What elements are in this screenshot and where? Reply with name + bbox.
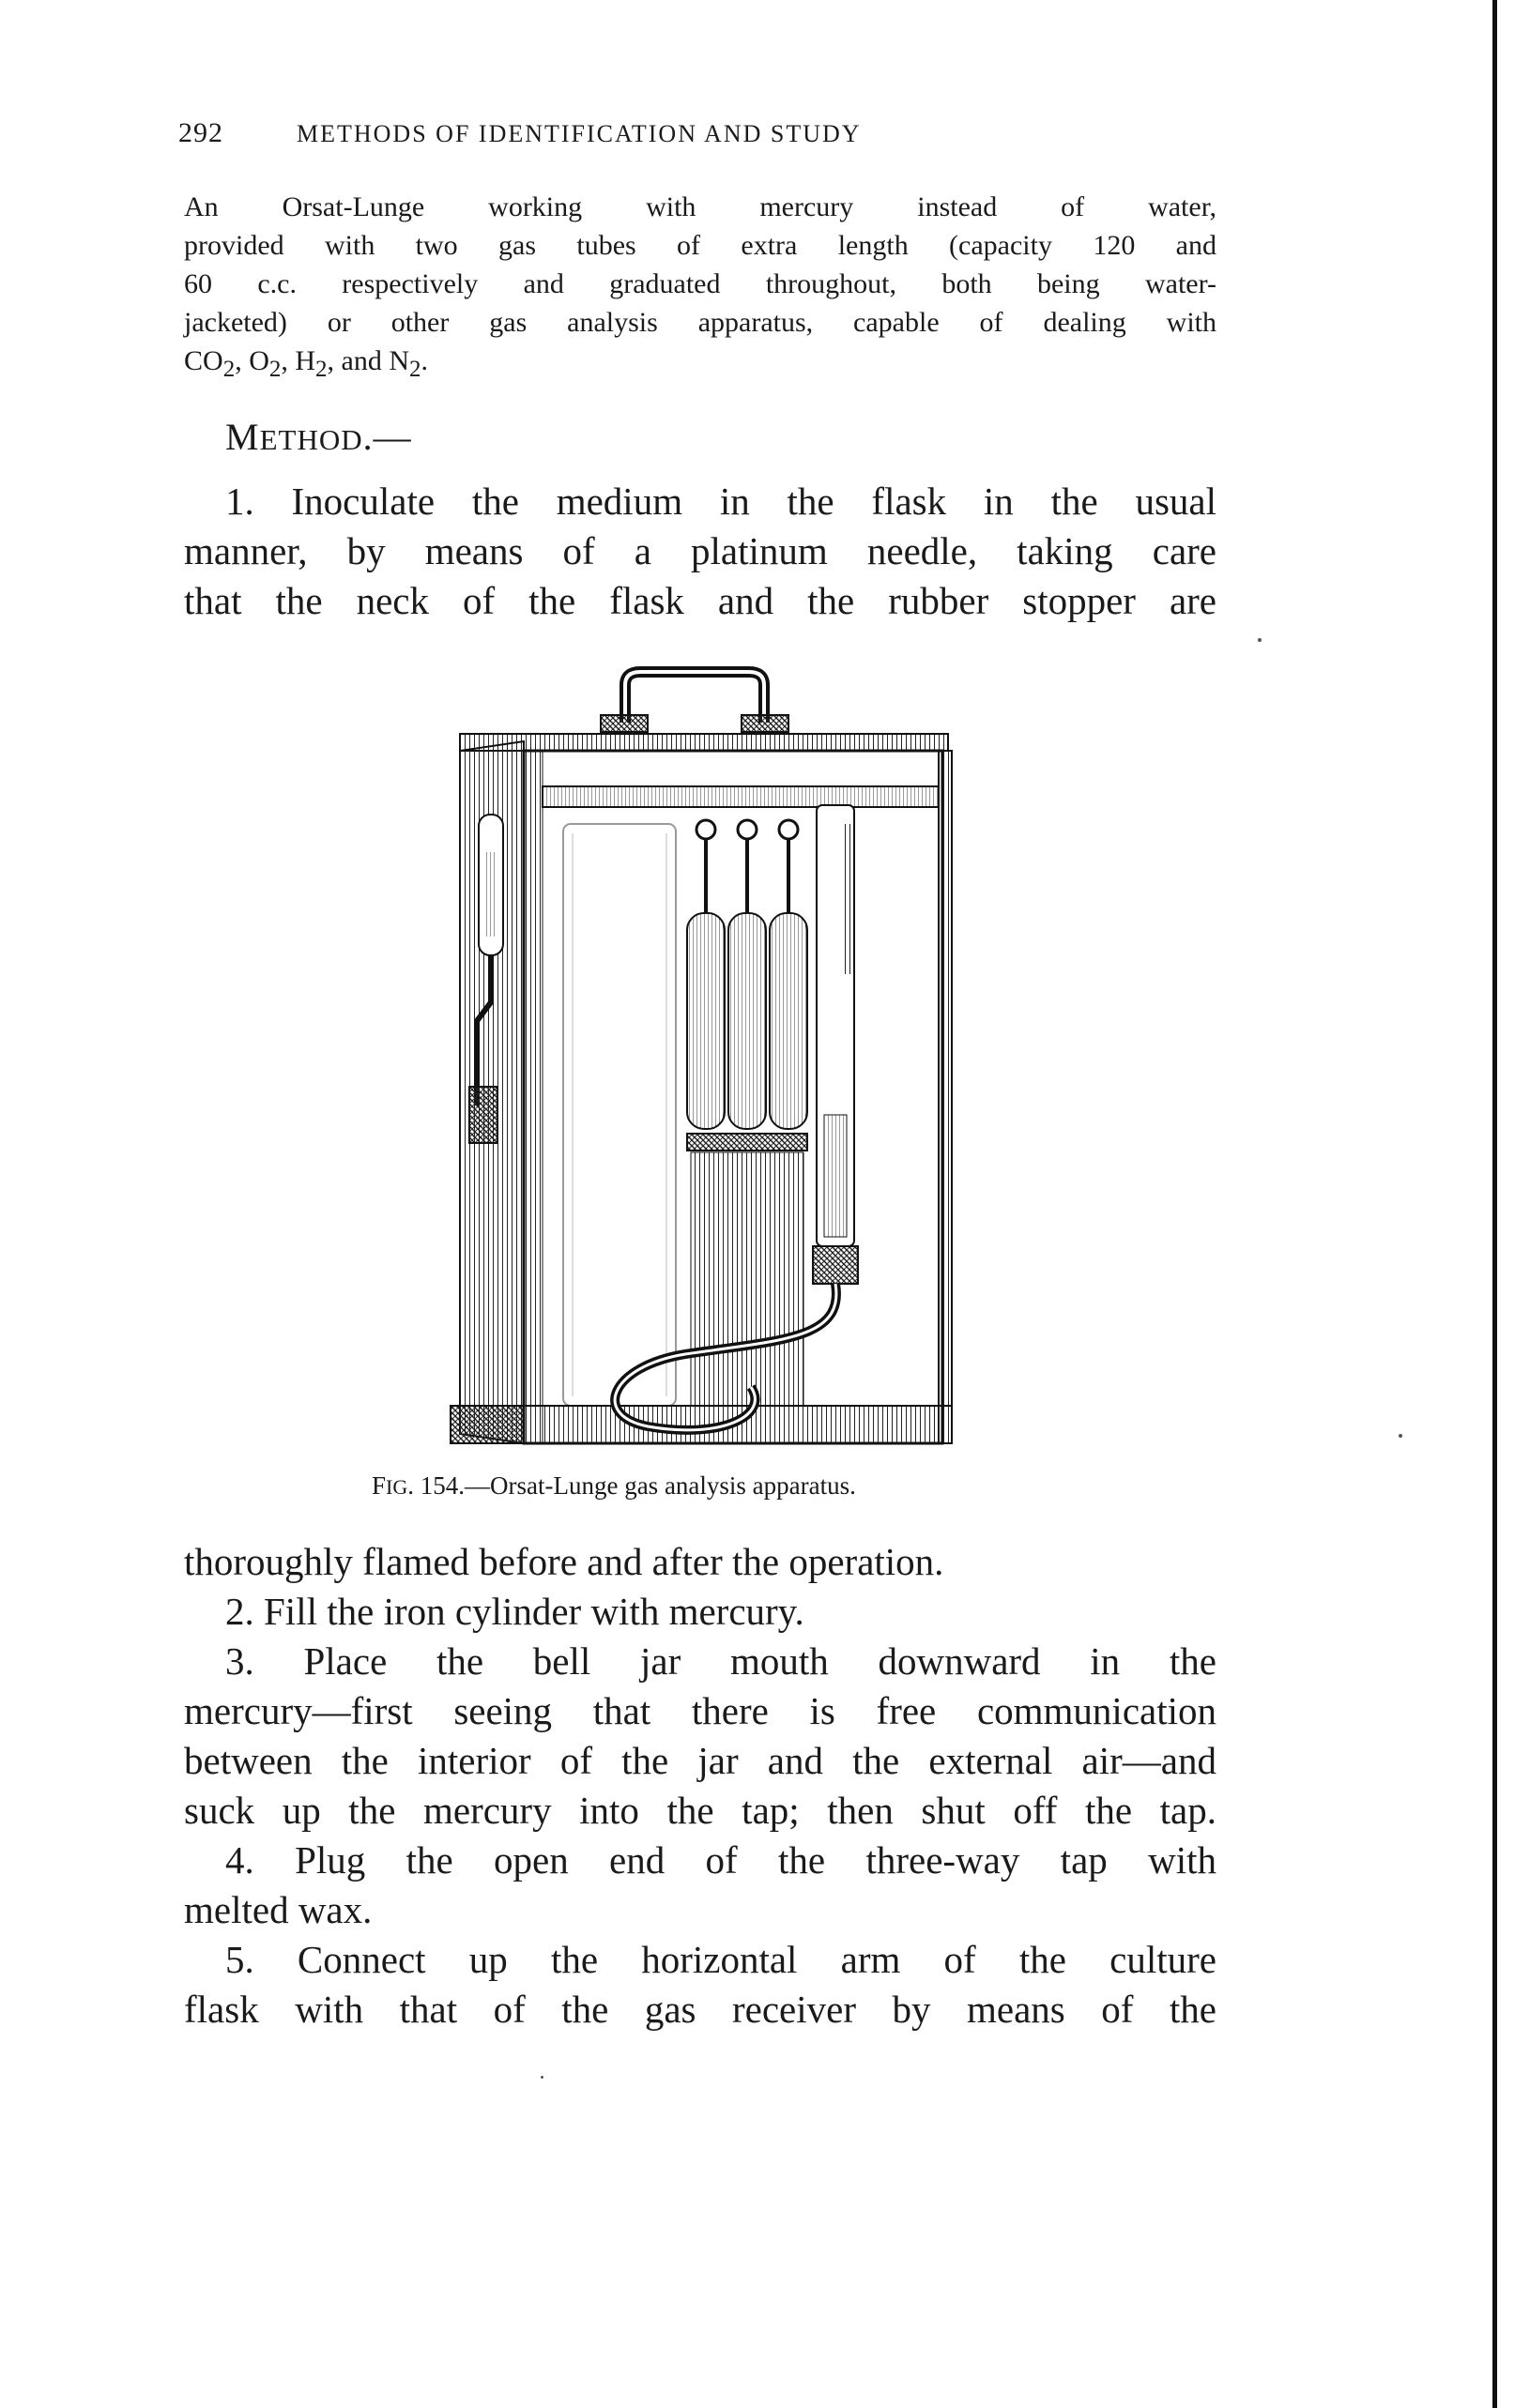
method-heading [225, 415, 412, 459]
caption-fig-rest: IG [386, 1475, 408, 1499]
step-1-line-2: manner, by means of a platinum needle, taking care [184, 529, 1216, 572]
step-3-line-1: 3. Place the bell jar mouth downward in the [225, 1639, 1216, 1683]
step-5-line-2: flask with that of the gas receiver by means of the [184, 1988, 1216, 2031]
apparatus-paragraph [184, 188, 1216, 389]
page-edge-rule [1492, 0, 1497, 2408]
carry-handle [601, 672, 788, 732]
paper-speck [1258, 638, 1262, 642]
step-3-line-3: between the interior of the jar and the external air—and [184, 1739, 1216, 1782]
formula-n: , and N [327, 345, 410, 376]
method-heading-initial: M [225, 416, 260, 458]
page-number: 292 [178, 117, 223, 148]
subscript: 2 [409, 357, 421, 382]
formula-h: , H [281, 345, 316, 376]
case-door [460, 741, 524, 1443]
figure-caption [372, 1471, 856, 1501]
case-top [460, 734, 948, 751]
upper-rail [543, 786, 939, 807]
case-base-left [451, 1406, 524, 1443]
graduated-tube [813, 805, 858, 1284]
apparatus-line-4: jacketed) or other gas analysis apparatus, capable of dealing with [184, 307, 1216, 338]
formula-end: . [421, 345, 429, 376]
caption-text: . 154.—Orsat-Lunge gas analysis apparatus. [407, 1471, 856, 1500]
apparatus-line-2: provided with two gas tubes of extra length (capacity 120 and [184, 230, 1216, 261]
step-3-line-2: mercury—first seeing that there is free communication [184, 1689, 1216, 1732]
step-1-continued: thoroughly flamed before and after the operation. [184, 1540, 944, 1583]
step-1-line-3: that the neck of the flask and the rubber stopper are [184, 579, 1216, 622]
step-3-line-4: suck up the mercury into the tap; then shut off the tap. [184, 1789, 1216, 1832]
paper-speck [1399, 1434, 1402, 1438]
formula-o: , O [235, 345, 269, 376]
step-5-line-1: 5. Connect up the horizontal arm of the culture [225, 1938, 1216, 1981]
formula-co: CO [184, 345, 223, 376]
measuring-burette [563, 824, 676, 1406]
step-4-line-2: melted wax. [184, 1888, 373, 1931]
case-left-wall [524, 751, 543, 1443]
method-heading-dash: .— [362, 416, 412, 458]
apparatus-line-5 [184, 342, 1216, 389]
subscript: 2 [268, 357, 282, 382]
steps-continued [184, 1537, 1216, 2035]
case-right-wall [939, 751, 952, 1443]
apparatus-line-3: 60 c.c. respectively and graduated throughout, both being water- [184, 268, 1216, 299]
running-title: METHODS OF IDENTIFICATION AND STUDY [297, 120, 862, 147]
step-1-line-1: 1. Inoculate the medium in the flask in the usual [225, 480, 1216, 523]
step-2: 2. Fill the iron cylinder with mercury. [225, 1590, 804, 1633]
subscript: 2 [315, 357, 328, 382]
running-head [178, 117, 1126, 149]
method-heading-rest: ETHOD [259, 423, 363, 456]
orsat-lunge-apparatus-figure [441, 664, 967, 1462]
caption-fig-initial: F [372, 1471, 387, 1500]
step-1-paragraph [184, 477, 1216, 626]
subscript: 2 [222, 357, 236, 382]
step-4-line-1: 4. Plug the open end of the three-way tap with [225, 1838, 1216, 1882]
paper-speck [541, 2076, 543, 2079]
absorption-pipettes [687, 820, 807, 1406]
apparatus-line-1: An Orsat-Lunge working with mercury instead of water, [184, 191, 1216, 222]
